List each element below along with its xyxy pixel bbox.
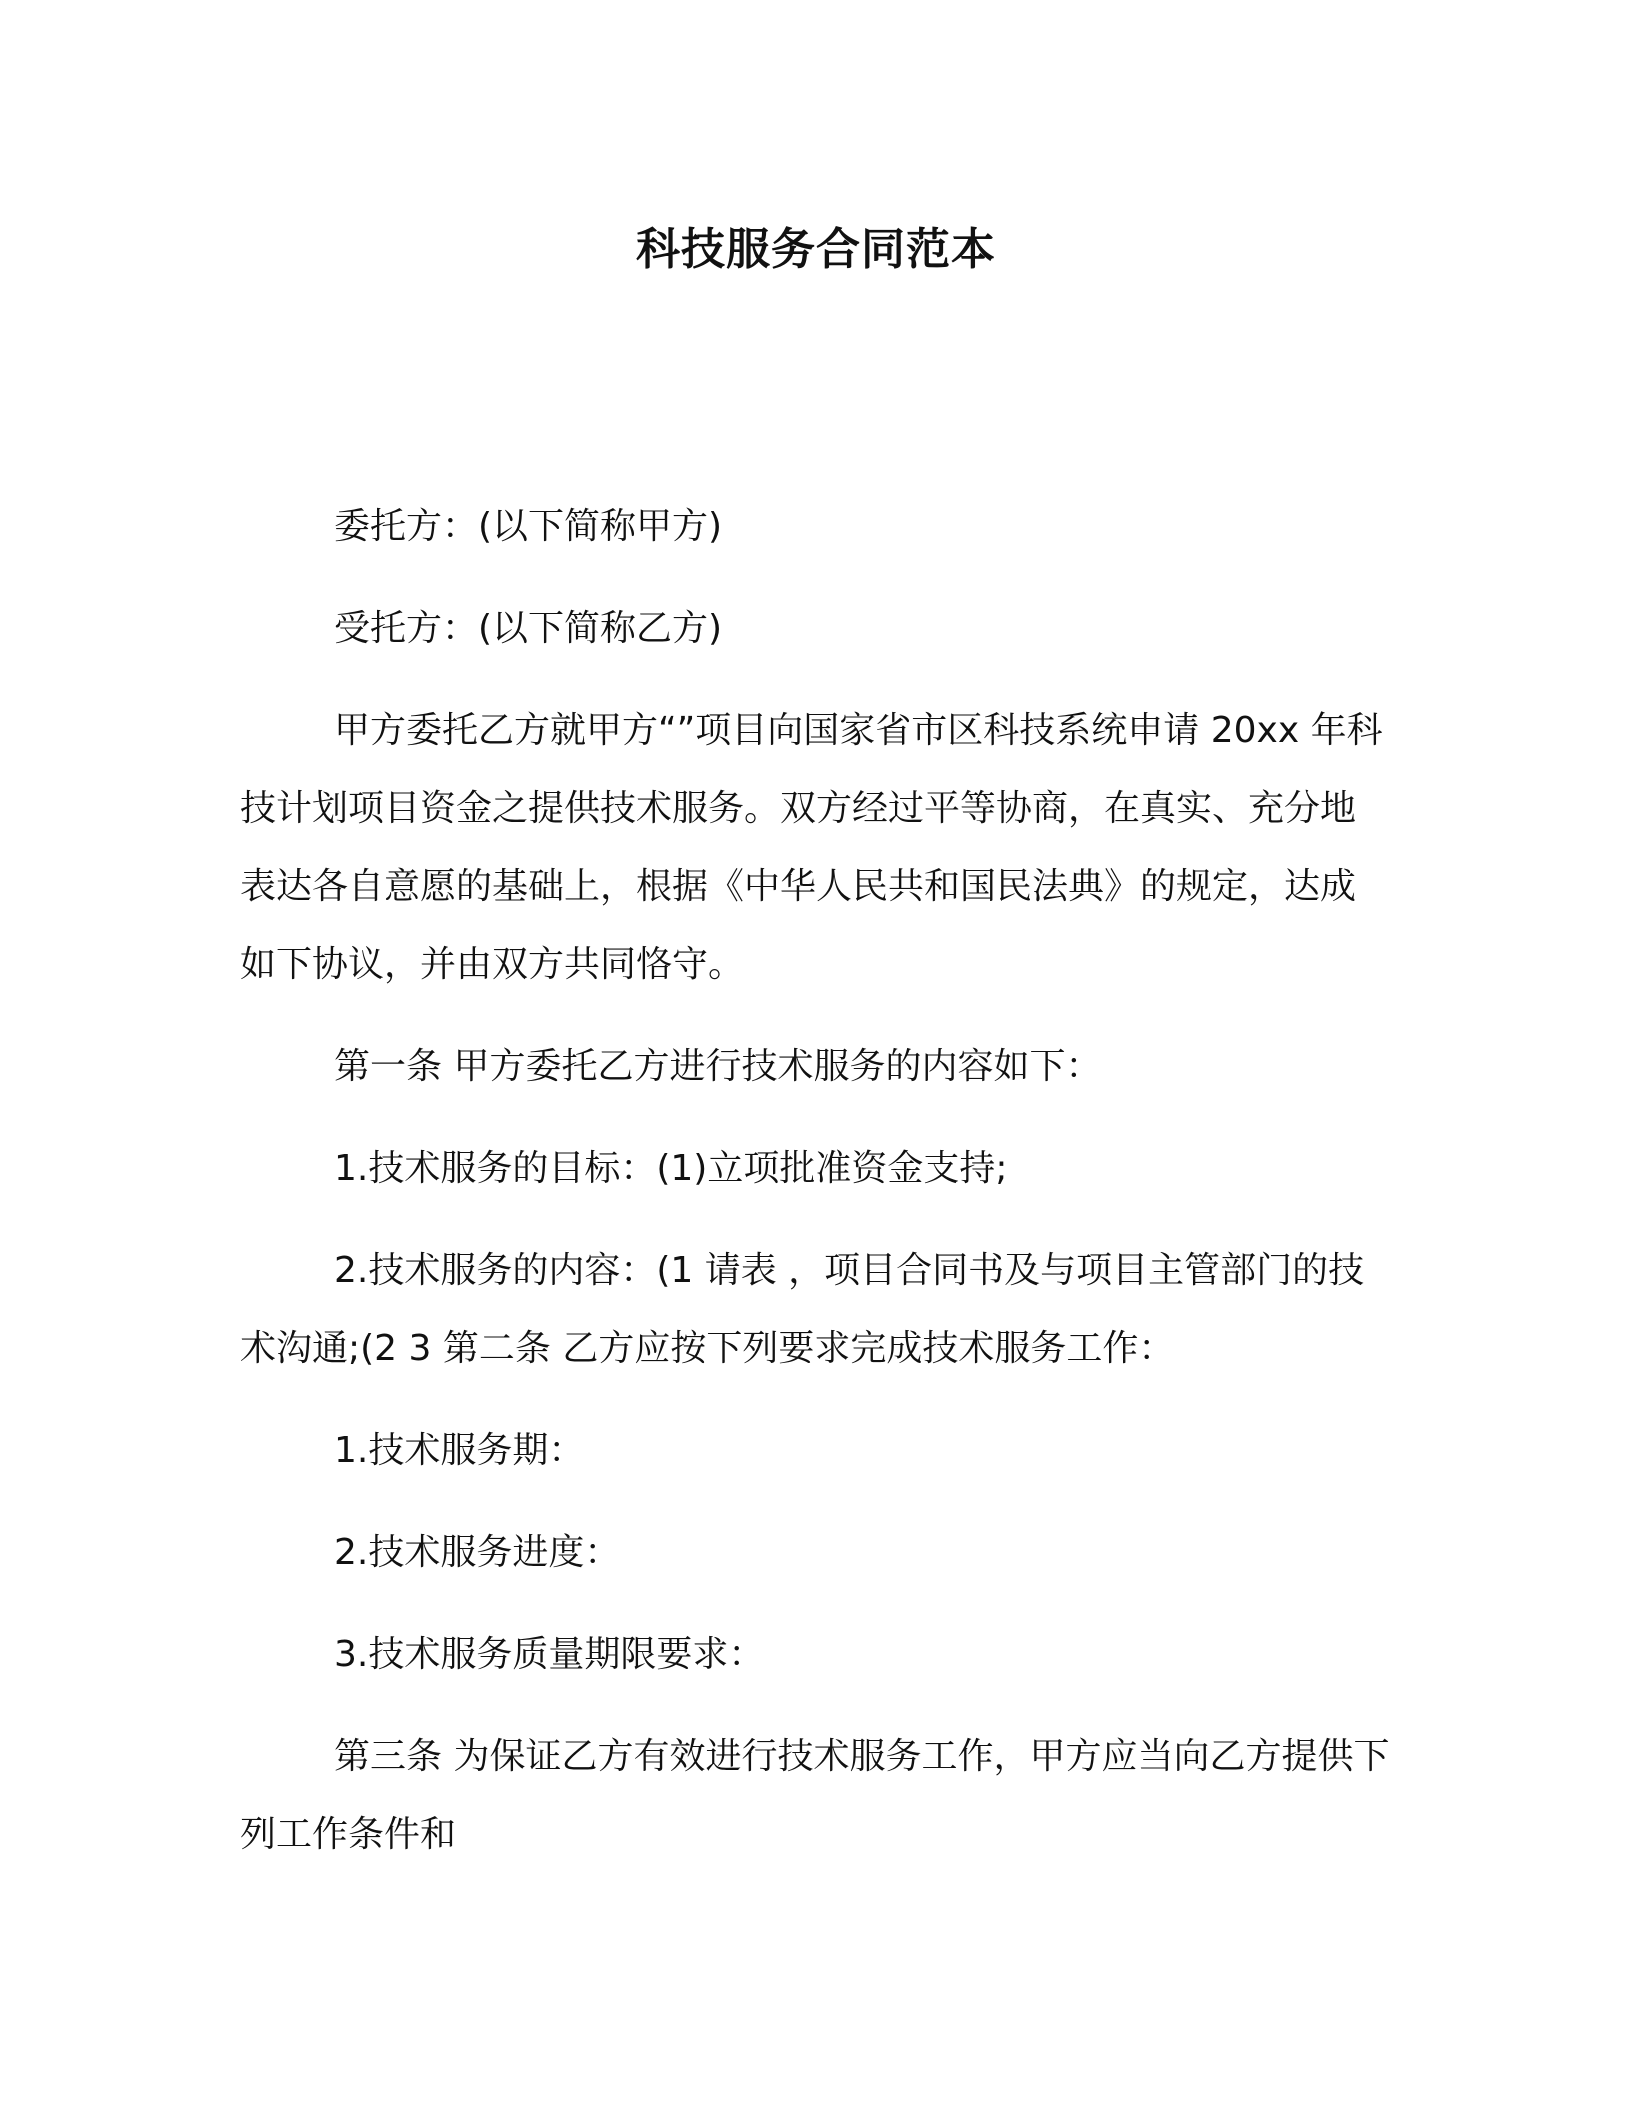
paragraph-entrusted-party: 受托方：(以下简称乙方) xyxy=(334,608,723,649)
paragraph-article-3: 第三条 为保证乙方有效进行技术服务工作，甲方应当向乙方提供下列工作条件和 xyxy=(240,1736,1390,1855)
document-body xyxy=(240,488,1390,1874)
document-title: 科技服务合同范本 xyxy=(636,224,996,275)
paragraph-service-content: 2.技术服务的内容：(1 请表 ，项目合同书及与项目主管部门的技术沟通;(2 3 第二条 乙方应按下列要求完成技术服务工作： xyxy=(240,1250,1365,1369)
paragraph-article-1: 第一条 甲方委托乙方进行技术服务的内容如下： xyxy=(334,1046,1102,1087)
paragraph-preamble: 甲方委托乙方就甲方“”项目向国家省市区科技系统申请 20xx 年科技计划项目资金之提供技术服务。双方经过平等协商，在真实、充分地表达各自意愿的基础上，根据《中华人民共和国民法典》的规定，达成如下协议，并由双方共同恪守。 xyxy=(240,710,1383,985)
paragraph-service-progress: 2.技术服务进度： xyxy=(334,1532,621,1573)
paragraph-service-goal: 1.技术服务的目标：(1)立项批准资金支持; xyxy=(334,1148,1008,1189)
paragraph-service-quality: 3.技术服务质量期限要求： xyxy=(334,1634,765,1675)
paragraph-service-period: 1.技术服务期： xyxy=(334,1430,585,1471)
paragraph-entrusting-party: 委托方：(以下简称甲方) xyxy=(334,506,723,547)
